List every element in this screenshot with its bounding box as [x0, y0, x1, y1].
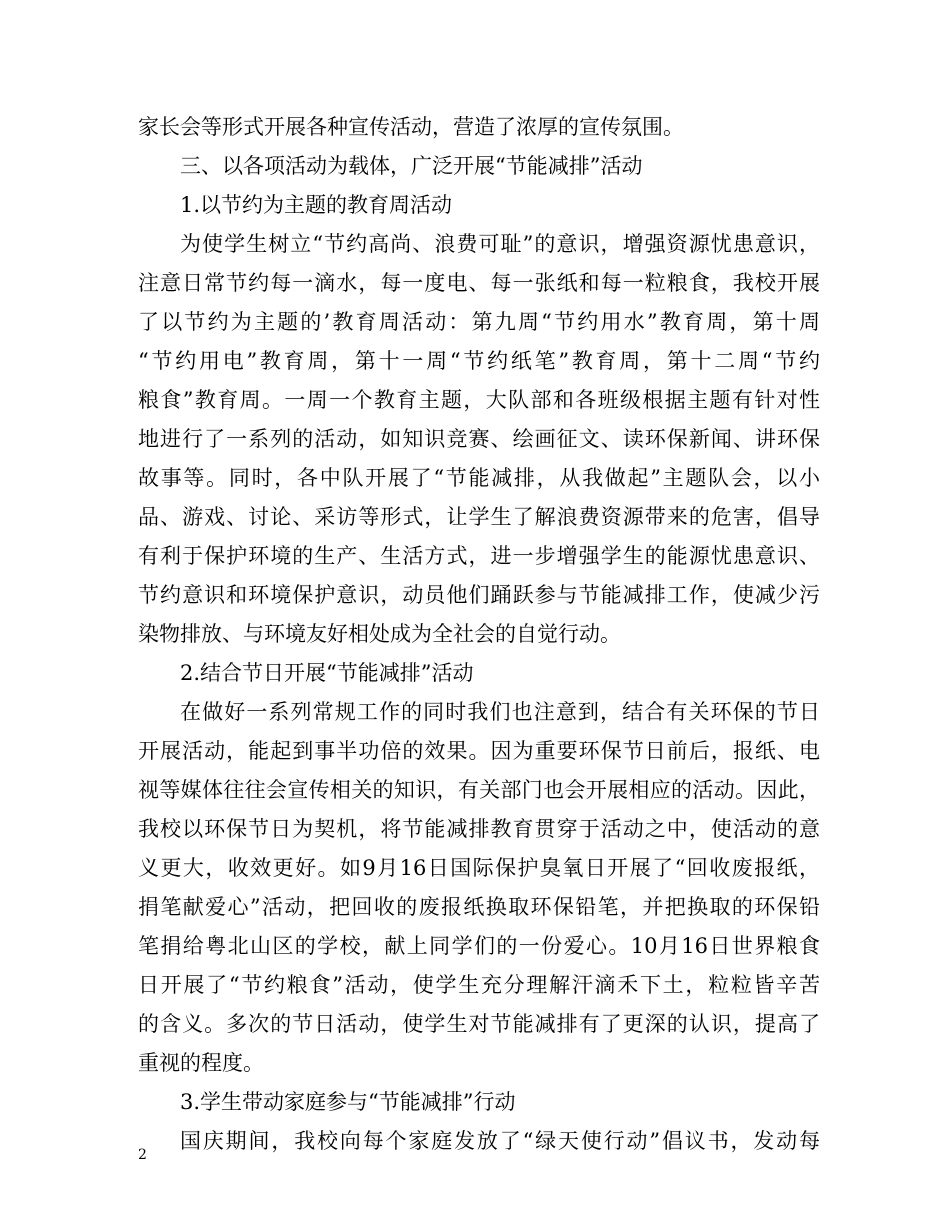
- text-line: 故事等。同时，各中队开展了“节能减排，从我做起”主题队会，以小: [138, 466, 820, 490]
- text-line: 日开展了“节约粮食”活动，使学生充分理解汗滴禾下土，粒粒皆辛苦: [138, 973, 820, 997]
- text-line: 品、游戏、讨论、采访等形式，让学生了解浪费资源带来的危害，倡导: [138, 505, 820, 529]
- text-line: 义更大，收效更好。如9月16日国际保护臭氧日开展了“回收废报纸，: [138, 856, 820, 880]
- text-line: 在做好一系列常规工作的同时我们也注意到，结合有关环保的节日: [180, 700, 820, 724]
- page-number: 2: [138, 1147, 147, 1163]
- text-line: 我校以环保节日为契机，将节能减排教育贯穿于活动之中，使活动的意: [138, 817, 820, 841]
- text-line: 粮食”教育周。一周一个教育主题，大队部和各班级根据主题有针对性: [138, 388, 820, 412]
- text-line: 1.以节约为主题的教育周活动: [180, 193, 453, 217]
- text-line: 有利于保护环境的生产、生活方式，进一步增强学生的能源忧患意识、: [138, 544, 820, 568]
- text-line: 视等媒体往往会宣传相关的知识，有关部门也会开展相应的活动。因此，: [138, 778, 820, 802]
- text-line: 开展活动，能起到事半功倍的效果。因为重要环保节日前后，报纸、电: [138, 739, 820, 763]
- text-line: 2.结合节日开展“节能减排”活动: [180, 661, 474, 685]
- text-line: 笔捐给粤北山区的学校，献上同学们的一份爱心。10月16日世界粮食: [138, 934, 820, 958]
- text-line: 捐笔献爱心”活动，把回收的废报纸换取环保铅笔，并把换取的环保铅: [138, 895, 820, 919]
- text-line: 国庆期间，我校向每个家庭发放了“绿天使行动”倡议书，发动每: [180, 1129, 820, 1153]
- text-line: 为使学生树立“节约高尚、浪费可耻”的意识，增强资源忧患意识，: [180, 232, 820, 256]
- text-line: 地进行了一系列的活动，如知识竞赛、绘画征文、读环保新闻、讲环保: [138, 427, 820, 451]
- text-line: 重视的程度。: [138, 1051, 264, 1075]
- text-line: 染物排放、与环境友好相处成为全社会的自觉行动。: [138, 622, 621, 646]
- text-line: 的含义。多次的节日活动，使学生对节能减排有了更深的认识，提高了: [138, 1012, 820, 1036]
- text-line: 三、以各项活动为载体，广泛开展“节能减排”活动: [180, 154, 643, 178]
- text-line: 注意日常节约每一滴水，每一度电、每一张纸和每一粒粮食，我校开展: [138, 271, 820, 295]
- document-body: [138, 108, 820, 1161]
- text-line: 3.学生带动家庭参与“节能减排”行动: [180, 1090, 516, 1114]
- text-line: 节约意识和环境保护意识，动员他们踊跃参与节能减排工作，使减少污: [138, 583, 820, 607]
- text-line: 家长会等形式开展各种宣传活动，营造了浓厚的宣传氛围。: [138, 115, 684, 139]
- text-line: 了以节约为主题的’教育周活动：第九周“节约用水”教育周，第十周: [138, 310, 820, 334]
- text-line: “节约用电”教育周，第十一周“节约纸笔”教育周，第十二周“节约: [138, 349, 820, 373]
